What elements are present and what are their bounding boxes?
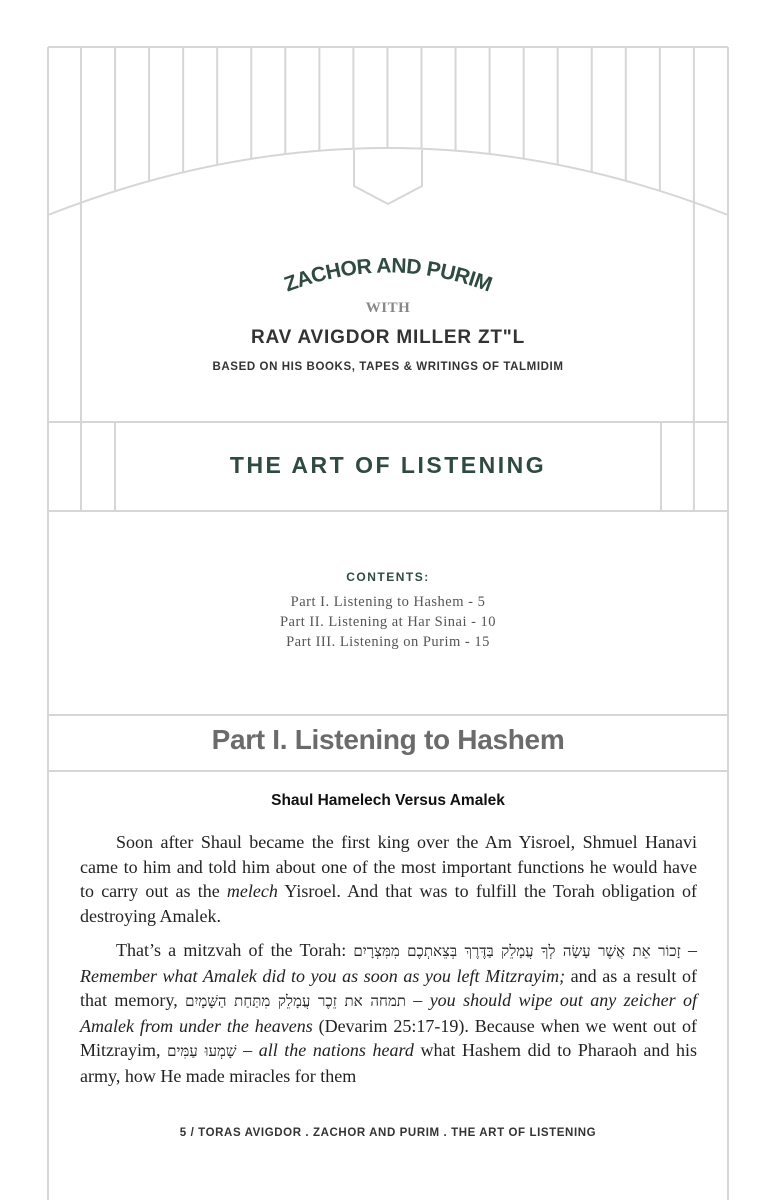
table-of-contents: [0, 592, 776, 652]
with-label: WITH: [365, 300, 411, 316]
page-title: THE ART OF LISTENING: [229, 452, 547, 478]
author: RAV AVIGDOR MILLER ZT"L: [250, 327, 526, 348]
section-subtitle: Shaul Hamelech Versus Amalek: [271, 792, 505, 809]
series-title-arc: [0, 0, 776, 320]
section-title: Part I. Listening to Hashem: [211, 724, 565, 755]
body-text: [80, 830, 697, 1098]
toc-item[interactable]: Part III. Listening on Purim - 15: [286, 634, 490, 650]
based-on: BASED ON HIS BOOKS, TAPES & WRITINGS OF TALMIDIM: [212, 361, 564, 373]
toc-item[interactable]: Part I. Listening to Hashem - 5: [290, 594, 486, 610]
page-footer: 5 / TORAS AVIGDOR . ZACHOR AND PURIM . THE ART OF LISTENING: [179, 1127, 597, 1139]
paragraph: Soon after Shaul became the first king over the Am Yisroel, Shmuel Hanavi came to him and told him about one of the most important functions he would have to carry out as the melech Yisroel. And that was to fulfill the Torah obligation of destroying Amalek.: [80, 832, 698, 926]
contents-heading: CONTENTS:: [346, 570, 430, 584]
toc-item[interactable]: Part II. Listening at Har Sinai - 10: [279, 614, 497, 630]
series-title: ZACHOR AND PURIM: [281, 254, 495, 297]
svg-text:ZACHOR AND PURIM: [281, 254, 494, 296]
paragraph: That’s a mitzvah of the Torah: זָכוֹר אֵת אֲשֶׁר עָשָׂה לְךָ עֲמָלֵק בַּדֶּרֶךְ בְּצֵאתְכֶם מִמִּצְרָיִם – Remember what Amalek did to you as soon as you left Mitzrayim; and as a result of that memory, תמחה את זֵכֶר עֲמָלֵק מִתַּחַת הַשָּׁמָיִם – you should wipe out any zeicher of Amalek from under the heavens (Devarim 25:17-19). Because when we went out of Mitzrayim, שָׁמְעוּ עַמִּים – all the nations heard what Hashem did to Pharaoh and his army, how He made miracles for them: [80, 940, 698, 1086]
